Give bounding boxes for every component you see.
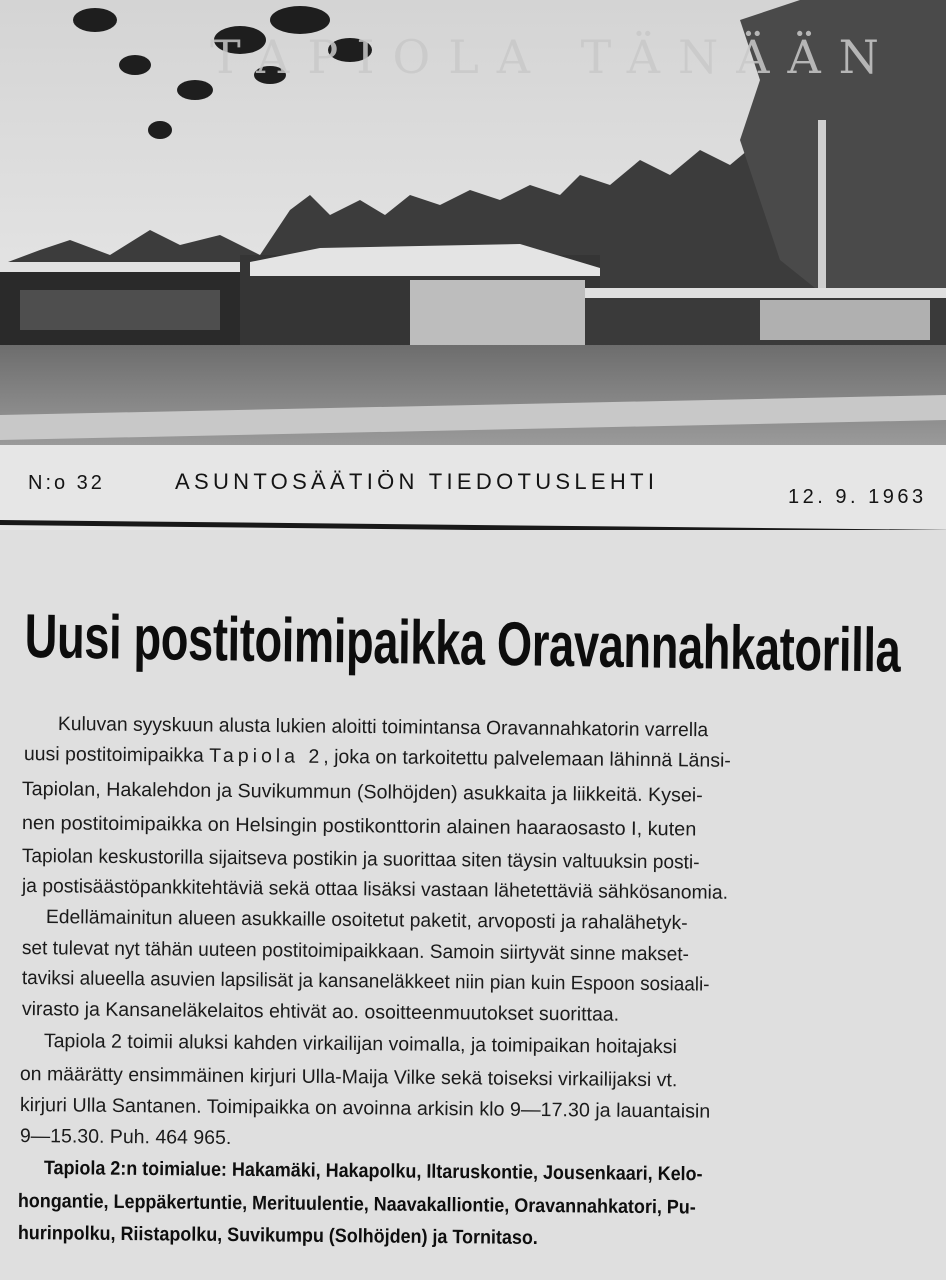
body-line: 9—15.30. Puh. 464 965.: [19, 1125, 232, 1150]
service-area-line: hongantie, Leppäkertuntie, Merituulentie, Naavakalliontie, Oravannahkatori, Pu-: [17, 1190, 696, 1219]
body-text: , joka on tarkoitettu palvelemaan lähinnä Länsi-: [323, 745, 731, 772]
body-line: Tapiolan keskustorilla sijaitseva postikin ja suorittaa siten täysin valtuuksin posti-: [21, 845, 700, 874]
body-line: taviksi alueella asuvien lapsilisät ja kansaneläkkeet niin pian kuin Espoon sosiaali-: [21, 967, 710, 996]
body-text: uusi postitoimipaikka: [23, 743, 204, 767]
masthead-title: TAPIOLA TÄNÄÄN: [210, 30, 897, 84]
office-name-spaced: Tapiola 2: [209, 744, 324, 768]
issue-number: N:o 32: [28, 472, 105, 494]
body-line: ja postisäästöpankkitehtäviä sekä ottaa lisäksi vastaan lähetettäviä sähkösanomia.: [21, 875, 729, 904]
body-line: virasto ja Kansaneläkelaitos ehtivät ao. osoitteenmuutokset suorittaa.: [21, 998, 620, 1026]
issue-date: 12. 9. 1963: [788, 486, 927, 508]
service-area-line: Tapiola 2:n toimialue: Hakamäki, Hakapolku, Iltaruskontie, Jousenkaari, Kelo-: [43, 1157, 703, 1186]
body-line: Edellämainitun alueen asukkaille osoitetut paketit, arvoposti ja rahalähetyk-: [45, 906, 688, 935]
body-line: Kuluvan syyskuun alusta lukien aloitti toimintansa Oravannahkatorin varrella: [57, 713, 709, 742]
body-line: kirjuri Ulla Santanen. Toimipaikka on avoinna arkisin klo 9—17.30 ja lauantaisin: [19, 1094, 711, 1123]
body-line: Tapiolan, Hakalehdon ja Suvikummun (Solhöjden) asukkaita ja liikkeitä. Kysei-: [21, 778, 703, 807]
body-line: Tapiola 2 toimii aluksi kahden virkailijan voimalla, ja toimipaikan hoitajaksi: [43, 1030, 677, 1059]
service-area-line: hurinpolku, Riistapolku, Suvikumpu (Solhöjden) ja Tornitaso.: [17, 1222, 538, 1249]
body-line: on määrätty ensimmäinen kirjuri Ulla-Maija Vilke sekä toiseksi virkailijaksi vt.: [19, 1063, 678, 1092]
body-line: nen postitoimipaikka on Helsingin postikonttorin alainen haaraosasto I, kuten: [21, 812, 697, 841]
article-headline: Uusi postitoimipaikka Oravannahkatorilla: [24, 602, 901, 686]
publication-name: ASUNTOSÄÄTIÖN TIEDOTUSLEHTI: [175, 469, 659, 494]
body-line: set tulevat nyt tähän uuteen postitoimipaikkaan. Samoin siirtyvät sinne makset-: [21, 937, 690, 966]
